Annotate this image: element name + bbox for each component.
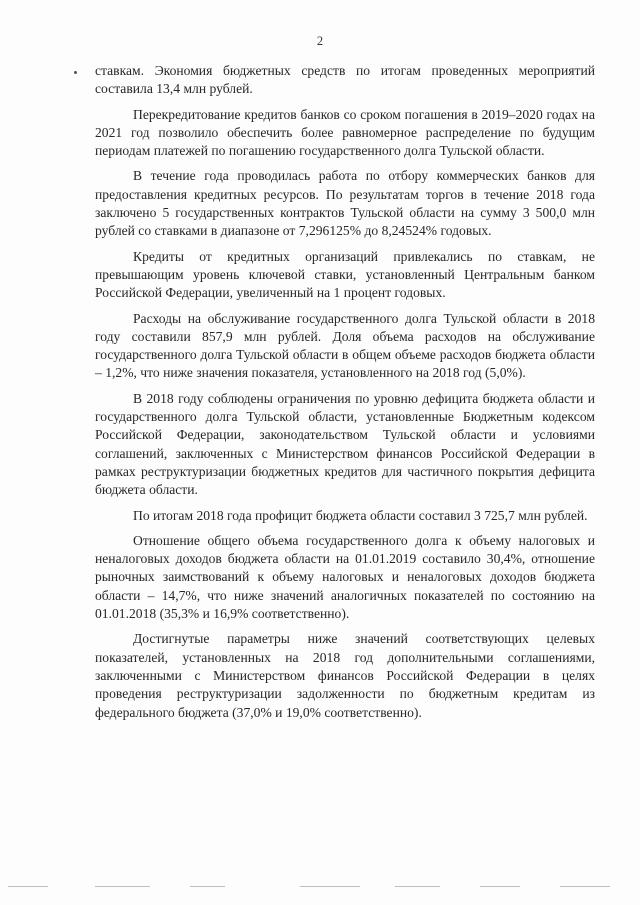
scan-artifact	[95, 886, 150, 887]
margin-mark	[74, 71, 77, 74]
paragraph-target-indicators: Достигнутые параметры ниже значений соответствующих целевых показателей, установленных на 2018 год дополнительными соглашениями, заключенными с Министерством финансов Российской Федерации в целях проведения реструктуризации задолженности по бюджетным кредитам из федерального бюджета (37,0% и 19,0% соответственно).	[95, 631, 595, 720]
paragraph-credit-rates: Кредиты от кредитных организаций привлекались по ставкам, не превышающим уровень ключевой ставки, установленный Центральным банком Российской Федерации, увеличенный на 1 процент годовых.	[95, 248, 595, 301]
scan-artifact	[480, 886, 520, 887]
paragraph-deficit-limits: В 2018 году соблюдены ограничения по уровню дефицита бюджета области и государственного долга Тульской области, установленные Бюджетным кодексом Российской Федерации, законодательством Тульской области и условиями соглашений, заключенных с Министерством финансов Российской Федерации в рамках реструктуризации бюджетных кредитов для частичного покрытия дефицита бюджета области.	[95, 390, 595, 498]
paragraph-debt-ratio: Отношение общего объема государственного долга к объему налоговых и неналоговых доходов бюджета области на 01.01.2019 составило 30,4%, отношение рыночных заимствований к объему налоговых и неналоговых доходов бюджета области – 14,7%, что ниже значений аналогичных показателей по состоянию на 01.01.2018 (35,3% и 16,9% соответственно).	[95, 532, 595, 622]
scan-artifact	[300, 886, 360, 887]
scan-artifact	[560, 886, 610, 887]
paragraph-budget-surplus: По итогам 2018 года профицит бюджета области составил 3 725,7 млн рублей.	[133, 507, 588, 523]
page-number: 2	[316, 34, 324, 48]
scan-artifact	[190, 886, 225, 887]
paragraph-continuation: ставкам. Экономия бюджетных средств по итогам проведенных мероприятий составила 13,4 млн рублей.	[95, 63, 595, 97]
scan-artifact-strip	[0, 878, 640, 898]
scan-artifact	[395, 886, 440, 887]
paragraph-refinancing: Перекредитование кредитов банков со сроком погашения в 2019–2020 годах на 2021 год позволило обеспечить более равномерное распределение по будущим периодам платежей по погашению государственного долга Тульской области.	[95, 106, 595, 159]
scan-artifact	[8, 886, 48, 887]
paragraph-bank-selection: В течение года проводилась работа по отбору коммерческих банков для предоставления кредитных ресурсов. По результатам торгов в течение 2018 года заключено 5 государственных контрактов Тульской области на сумму 3 500,0 млн рублей со ставками в диапазоне от 7,296125% до 8,24524% годовых.	[95, 168, 595, 239]
document-body	[95, 62, 595, 729]
paragraph-debt-service-expenses: Расходы на обслуживание государственного долга Тульской области в 2018 году составили 857,9 млн рублей. Доля объема расходов на обслуживание государственного долга Тульской области в общем объеме расходов бюджета области – 1,2%, что ниже значения показателя, установленного на 2018 год (5,0%).	[95, 310, 595, 381]
